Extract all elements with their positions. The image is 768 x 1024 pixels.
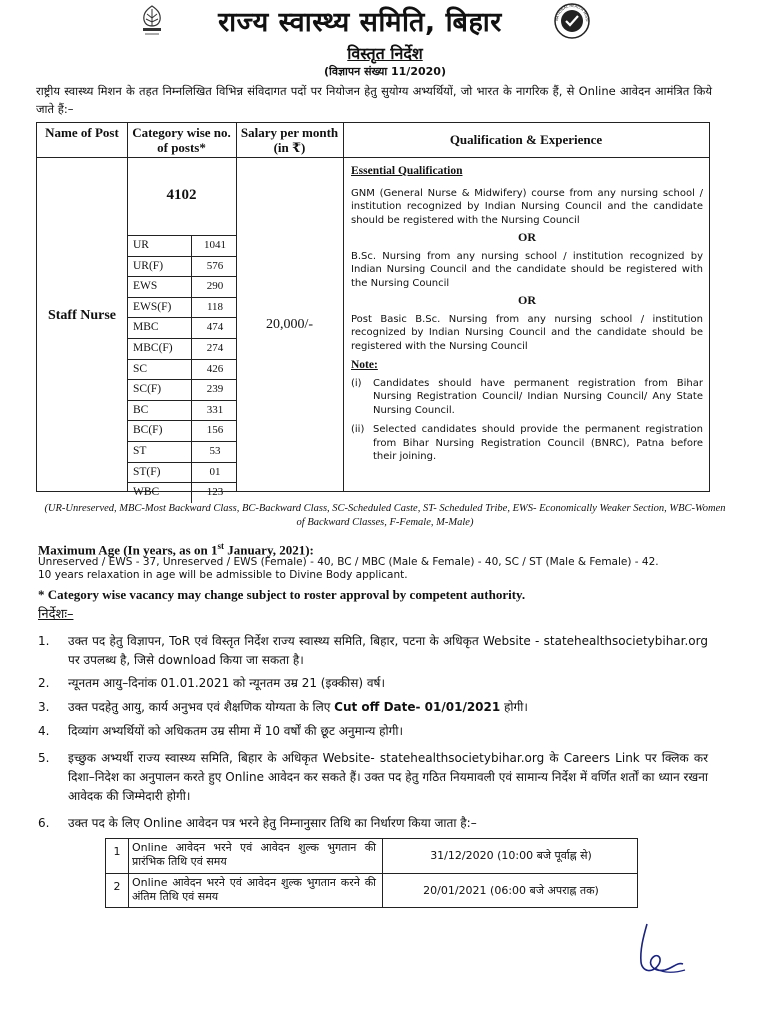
qualification-option-2: B.Sc. Nursing from any nursing school / institution recognized by Indian Nursing Council and the candidate should be registered with the Nursing Council — [351, 250, 703, 289]
category-row — [127, 297, 236, 318]
dates-row-number: 1 — [113, 845, 121, 858]
col-divider — [236, 123, 237, 491]
category-row — [127, 256, 236, 277]
instruction-item — [38, 674, 718, 694]
note-label: Note: — [351, 359, 378, 371]
age-line-2: 10 years relaxation in age will be admissible to Divine Body applicant. — [38, 569, 408, 581]
category-count: 274 — [206, 341, 224, 354]
instruction-number: 3. — [38, 700, 50, 714]
category-count: 576 — [206, 259, 224, 272]
category-divider — [191, 236, 192, 256]
category-count: 01 — [209, 465, 221, 478]
category-row — [127, 462, 236, 483]
nhm-logo-icon — [553, 2, 591, 40]
or-separator: OR — [518, 293, 536, 307]
document-title: विस्तृत निर्देश — [347, 44, 423, 63]
category-row — [127, 317, 236, 338]
category-count: 1041 — [204, 239, 226, 251]
instruction-text: उक्त पद के लिए Online आवेदन पत्र भरने हेतु निम्नानुसार तिथि का निर्धारण किया जाता है:– — [68, 816, 477, 830]
qualification-heading: Essential Qualification — [351, 165, 463, 177]
instruction-item — [38, 632, 718, 672]
category-divider — [191, 380, 192, 400]
instruction-item — [38, 698, 718, 718]
max-age-title-sup: st — [217, 541, 224, 551]
category-count: 53 — [209, 444, 221, 457]
qualification-cell — [343, 157, 709, 470]
category-divider — [191, 421, 192, 441]
state-emblem-icon — [137, 4, 167, 38]
qualification-option-3: Post Basic B.Sc. Nursing from any nursing school / institution recognized by Indian Nursing Council and the candidate should be registered with the Nursing Council — [351, 313, 703, 352]
dates-row — [106, 874, 637, 908]
category-row — [127, 400, 236, 421]
instruction-text: न्यूनतम आयु–दिनांक 01.01.2021 को न्यूनतम उम्र 21 (इक्कीस) वर्ष। — [68, 676, 385, 690]
category-name: BC(F) — [133, 424, 163, 437]
category-divider — [191, 360, 192, 380]
category-count: 290 — [206, 280, 224, 293]
category-count: 118 — [206, 300, 224, 313]
category-divider — [191, 339, 192, 359]
category-divider — [191, 401, 192, 421]
dates-row-label: Online आवेदन भरने एवं आवेदन शुल्क भुगतान की प्रारंभिक तिथि एवं समय — [132, 841, 376, 868]
dates-row — [106, 839, 637, 874]
abbreviations-note: (UR-Unreserved, MBC-Most Backward Class, BC-Backward Class, SC-Scheduled Caste, ST- Scheduled Tribe, EWS- Economically Weaker Section, WBC-Women of Backward Classes, F-Female, M-Male) — [44, 503, 726, 528]
qualification-option-1: GNM (General Nurse & Midwifery) course from any nursing school / institution recognized by Indian Nursing Council and the candidate should be registered with the Nursing Council — [351, 187, 703, 226]
note-text: Selected candidates should provide the permanent registration from Bihar Nursing Registration Council (BNRC), Patna before their joining. — [373, 424, 703, 462]
note-marker: (i) — [351, 377, 362, 389]
category-name: ST — [133, 444, 147, 457]
category-row — [127, 235, 236, 256]
note-item — [351, 423, 703, 464]
dates-row-value: 20/01/2021 (06:00 बजे अपराह्न तक) — [423, 884, 599, 897]
category-name: EWS(F) — [133, 300, 172, 313]
category-name: MBC(F) — [133, 341, 173, 354]
max-age-title-prefix: Maximum Age (In years, as on 1 — [38, 542, 218, 558]
header-post: Name of Post — [45, 125, 119, 140]
category-divider — [191, 298, 192, 318]
table-header-row — [37, 123, 709, 158]
note-item — [351, 377, 703, 418]
instruction-text-part: उक्त पदहेतु आयु, कार्य अनुभव एवं शैक्षणिक योग्यता के लिए — [68, 700, 335, 714]
category-row — [127, 482, 236, 503]
instruction-number: 1. — [38, 634, 50, 648]
category-divider — [191, 257, 192, 277]
organization-title: राज्य स्वास्थ्य समिति, बिहार — [218, 7, 502, 38]
instruction-number: 2. — [38, 676, 50, 690]
instruction-text: उक्त पद हेतु विज्ञापन, ToR एवं विस्तृत निर्देश राज्य स्वास्थ्य समिति, बिहार, पटना के अधिकृत Website - statehealthsocietybihar.org पर उपलब्ध है, जिसे download किया जा सकता है। — [68, 634, 708, 667]
category-count: 331 — [206, 403, 224, 416]
instruction-item — [38, 814, 718, 834]
col-divider — [128, 839, 129, 907]
cutoff-date: Cut off Date- 01/01/2021 — [334, 700, 501, 714]
instruction-text: दिव्यांग अभ्यर्थियों को अधिकतम उम्र सीमा में 10 वर्षों की छूट अनुमान्य होगी। — [68, 724, 404, 738]
category-count: 123 — [206, 486, 224, 499]
dates-row-value: 31/12/2020 (10:00 बजे पूर्वाह्न से) — [430, 849, 592, 862]
category-row — [127, 276, 236, 297]
category-name: UR — [133, 239, 149, 251]
category-name: EWS — [133, 280, 158, 293]
instructions-title: निर्देशः– — [38, 607, 74, 622]
max-age-title-suffix: January, 2021): — [223, 542, 314, 558]
instruction-text — [68, 698, 708, 717]
or-separator: OR — [518, 230, 536, 244]
category-vacancy-note: * Category wise vacancy may change subject to roster approval by competent authority. — [38, 587, 526, 602]
header-category: Category wise no. of posts* — [132, 125, 231, 155]
instruction-number: 4. — [38, 724, 50, 738]
category-list — [127, 235, 236, 503]
category-count: 156 — [206, 424, 224, 437]
instruction-text-part: होगी। — [500, 700, 528, 714]
instruction-number: 6. — [38, 816, 50, 830]
instruction-number: 5. — [38, 751, 50, 765]
category-name: ST(F) — [133, 465, 161, 478]
total-posts: 4102 — [166, 187, 197, 203]
category-name: UR(F) — [133, 259, 164, 272]
category-count: 474 — [206, 321, 224, 334]
vacancy-table — [36, 122, 710, 499]
instruction-text: इच्छुक अभ्यर्थी राज्य स्वास्थ्य समिति, बिहार के अधिकृत Website- statehealthsocietybihar.org के Careers Link पर क्लिक कर दिशा–निदेश का अनुपालन करते हुए Online आवेदन कर सकते हैं। उक्त पद हेतु गठित नियमावली एवं सामान्य निर्देश में वर्णित शर्तों का ध्यान रखना आवेदक की जिम्मेदारी होगी। — [68, 751, 708, 803]
dates-row-number: 2 — [113, 880, 121, 893]
category-row — [127, 338, 236, 359]
category-count: 239 — [206, 383, 224, 396]
note-marker: (ii) — [351, 424, 365, 435]
age-line-1: Unreserved / EWS - 37, Unreserved / EWS (Female) - 40, BC / MBC (Male & Female) - 40, SC / ST (Male & Female) - 42. — [38, 556, 659, 568]
category-name: BC — [133, 403, 149, 416]
note-text: Candidates should have permanent registration from Bihar Nursing Registration Council/ Indian Nursing Council/ Any State Nursing Council. — [373, 377, 703, 416]
category-name: SC(F) — [133, 383, 162, 396]
header-salary: Salary per month (in ₹) — [240, 125, 339, 155]
intro-paragraph: राष्ट्रीय स्वास्थ्य मिशन के तहत निम्नलिखित विभिन्न संविदागत पदों पर नियोजन हेतु सुयोग्य अभ्यर्थियों, जो भारत के नागरिक हैं, से Online आवेदन आमंत्रित किये जाते हैं:– — [36, 84, 712, 116]
category-divider — [191, 442, 192, 462]
max-age-details — [38, 556, 718, 582]
category-divider — [191, 318, 192, 338]
application-dates-table — [105, 838, 638, 908]
header-qualification: Qualification & Experience — [449, 132, 603, 147]
category-count: 426 — [206, 362, 224, 375]
category-divider — [191, 483, 192, 503]
signature-icon — [625, 918, 695, 978]
category-divider — [191, 463, 192, 483]
instruction-item — [38, 749, 718, 807]
dates-row-label: Online आवेदन भरने एवं आवेदन शुल्क भुगतान करने की अंतिम तिथि एवं समय — [132, 876, 376, 903]
col-divider — [382, 839, 383, 907]
category-row — [127, 441, 236, 462]
salary-value: 20,000/- — [265, 317, 314, 332]
category-row — [127, 379, 236, 400]
category-divider — [191, 277, 192, 297]
category-name: SC — [133, 362, 148, 375]
instruction-item — [38, 722, 718, 742]
category-row — [127, 359, 236, 380]
category-name: WBC — [133, 486, 160, 499]
category-row — [127, 420, 236, 441]
advertisement-number: (विज्ञापन संख्या 11/2020) — [324, 65, 446, 78]
post-name: Staff Nurse — [47, 308, 117, 323]
category-name: MBC — [133, 321, 159, 334]
nhm-logo-text: NATIONAL HEALTH MISSI — [554, 3, 590, 22]
